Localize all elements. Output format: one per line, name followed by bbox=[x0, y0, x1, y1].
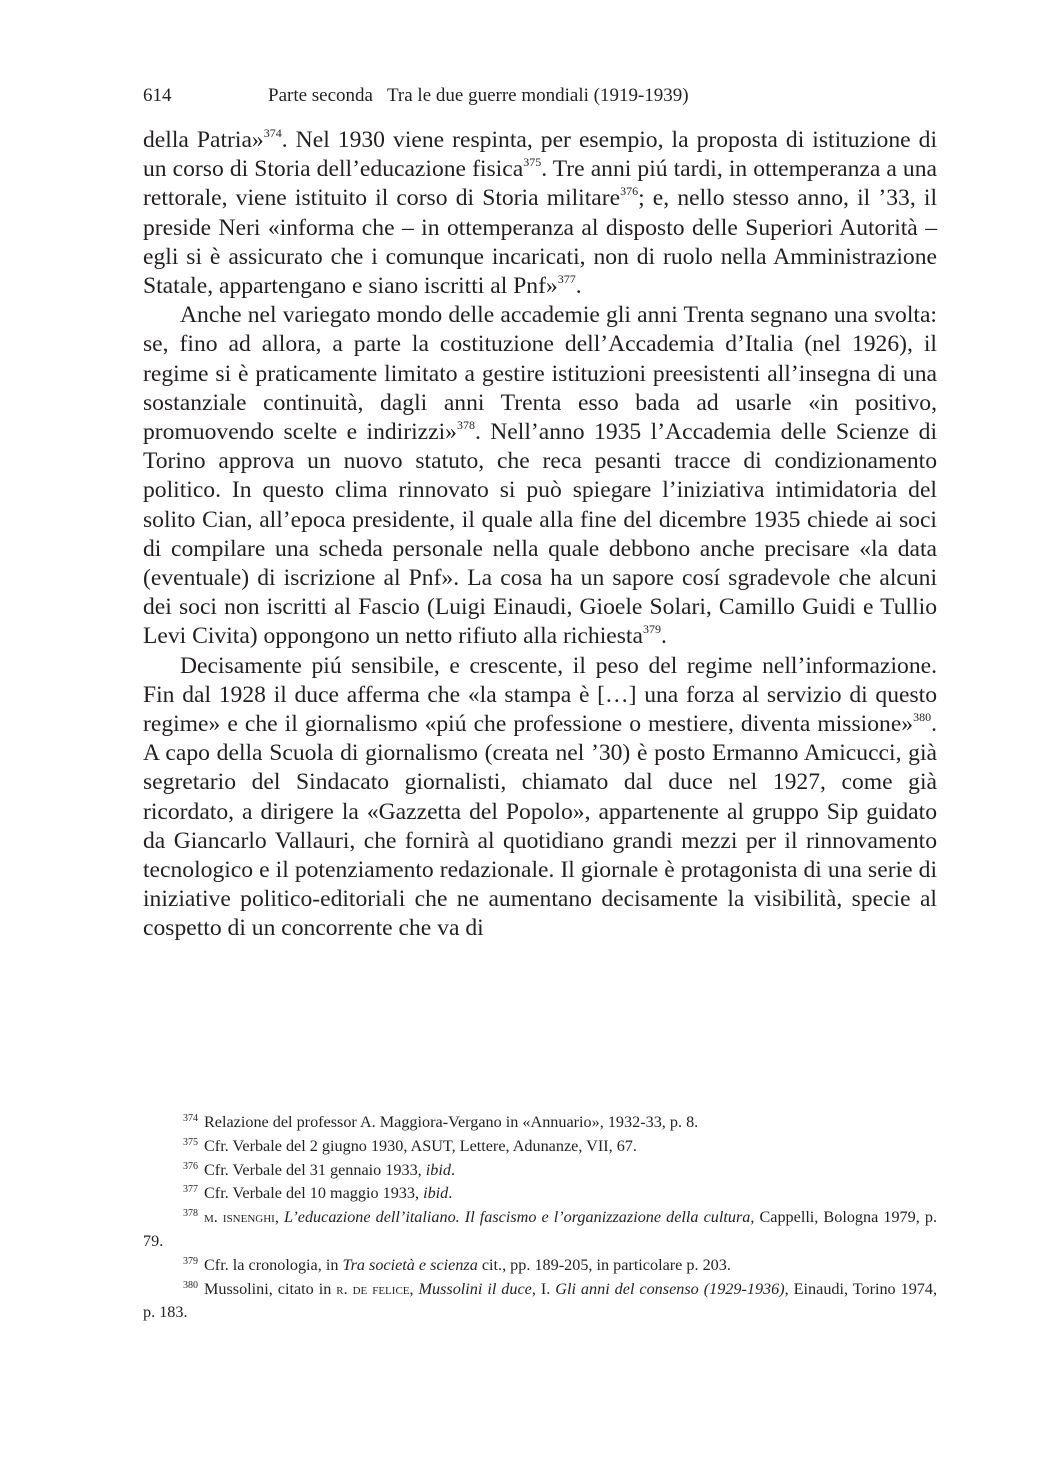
text-run: Anche nel variegato mondo delle accademie gli anni Trenta segnano una svolta: se, fino ad allora, a parte la costituzione dell’Accademia d’Italia (nel 1926), il regime si è praticamente limitato a gestire istituzioni preesistenti all’insegna di una sostanziale continuità, dagli anni Trenta esso bada ad usarle «in positivo, promuovendo scelte e indirizzi» bbox=[143, 302, 937, 446]
footnote-text: Relazione del professor A. Maggiora-Vergano in «Annuario», 1932-33, p. 8. bbox=[204, 1113, 699, 1131]
footnote-italic: ibid bbox=[423, 1184, 449, 1203]
paragraph-1 bbox=[143, 126, 937, 301]
main-text bbox=[143, 126, 937, 944]
footnotes bbox=[143, 1111, 937, 1325]
footnote-379 bbox=[143, 1254, 937, 1278]
footnote-text: Cfr. Verbale del 10 maggio 1933, bbox=[204, 1184, 424, 1203]
footnote-italic: L’educazione dell’italiano. Il fascismo e l’organizzazione della cultura bbox=[283, 1208, 751, 1227]
part-title: Parte seconda bbox=[268, 85, 373, 106]
footnote-text: Cfr. la cronologia, in bbox=[204, 1255, 343, 1274]
footnote-text: , bbox=[274, 1208, 284, 1227]
paragraph-2 bbox=[143, 301, 937, 651]
footnote-number: 380 bbox=[183, 1279, 198, 1291]
footnote-text: Mussolini, citato in bbox=[204, 1279, 337, 1298]
footnote-377 bbox=[143, 1182, 937, 1206]
footnote-italic: Mussolini il duce bbox=[418, 1279, 532, 1298]
footnote-italic: Tra società e scienza bbox=[342, 1255, 478, 1274]
text-run: ; e, nello stesso anno, il ’33, il preside Neri «informa che – in ottemperanza al disposto delle Superiori Autorità – egli si è assicurato che i comunque incaricati, non di ruolo nella Amministrazione Statale, appartengano e siano iscritti al Pnf» bbox=[143, 185, 937, 300]
text-run: Decisamente piú sensibile, e crescente, il peso del regime nell’informazione. Fin dal 1928 il duce afferma che «la stampa è […] una forza al servizio di questo regime» e che il giornalismo «piú che professione o mestiere, diventa missione» bbox=[143, 652, 937, 738]
footnote-author: r. de felice bbox=[336, 1279, 410, 1298]
footnote-378 bbox=[143, 1206, 937, 1254]
footnote-ref: 380 bbox=[913, 710, 932, 725]
footnote-italic: Gli anni del consenso (1929-1936) bbox=[555, 1279, 785, 1298]
footnote-text: . bbox=[450, 1160, 456, 1179]
footnote-text: , I. bbox=[531, 1279, 556, 1298]
page-number: 614 bbox=[143, 85, 172, 106]
footnote-text: , Einaudi, Torino 1974, p. 183. bbox=[143, 1279, 938, 1322]
text-run: . A capo della Scuola di giornalismo (creata nel ’30) è posto Ermanno Amicucci, già segretario del Sindacato giornalisti, chiamato dal duce nel 1927, come già ricordato, a dirigere la «Gazzetta del Popolo», appartenente al gruppo Sip guidato da Giancarlo Vallauri, che fornirà al quotidiano grandi mezzi per il rinnovamento tecnologico e il potenziamento redazionale. Il giornale è protagonista di una serie di iniziative politico-editoriali che ne aumentano decisamente la visibilità, specie al cospetto di un concorrente che va di bbox=[143, 711, 937, 942]
footnote-text: , bbox=[409, 1279, 419, 1298]
footnote-ref: 377 bbox=[557, 272, 576, 287]
footnote-ref: 378 bbox=[456, 418, 475, 433]
footnote-375 bbox=[143, 1135, 937, 1159]
footnote-380 bbox=[143, 1278, 937, 1326]
footnote-ref: 375 bbox=[523, 155, 542, 170]
footnote-text: . bbox=[448, 1184, 453, 1203]
footnote-text: Cfr. Verbale del 31 gennaio 1933, bbox=[204, 1160, 426, 1179]
footnote-number: 374 bbox=[183, 1113, 198, 1124]
footnote-ref: 374 bbox=[263, 126, 282, 140]
footnote-376 bbox=[143, 1159, 937, 1183]
footnote-374 bbox=[143, 1111, 937, 1135]
footnote-italic: ibid bbox=[425, 1160, 451, 1179]
running-head bbox=[143, 84, 943, 108]
footnote-number: 375 bbox=[183, 1136, 198, 1148]
footnote-text: Cfr. Verbale del 2 giugno 1930, ASUT, Lettere, Adunanze, VII, 67. bbox=[204, 1136, 637, 1155]
footnote-text: , Cappelli, Bologna 1979, p. 79. bbox=[143, 1208, 937, 1250]
footnote-text: cit., pp. 189-205, in particolare p. 203. bbox=[477, 1255, 731, 1274]
footnote-number: 377 bbox=[183, 1184, 198, 1196]
footnote-author: m. isnenghi bbox=[204, 1208, 275, 1227]
text-run: . Nell’anno 1935 l’Accademia delle Scienze di Torino approva un nuovo statuto, che reca pesanti tracce di condizionamento politico. In questo clima rinnovato si può spiegare l’iniziativa intimidatoria del solito Cian, all’epoca presidente, il quale alla fine del dicembre 1935 chiede ai soci di compilare una scheda personale nella quale debbono anche precisare «la data (eventuale) di iscrizione al Pnf». La cosa ha un sapore cosí sgradevole che alcuni dei soci non iscritti al Fascio (Luigi Einaudi, Gioele Solari, Camillo Guidi e Tullio Levi Civita) oppongono un netto rifiuto alla richiesta bbox=[143, 419, 938, 650]
footnote-number: 379 bbox=[183, 1255, 198, 1267]
footnote-number: 378 bbox=[183, 1208, 198, 1220]
section-title: Tra le due guerre mondiali (1919-1939) bbox=[386, 85, 689, 106]
text-run: della Patria» bbox=[143, 127, 264, 153]
footnote-number: 376 bbox=[183, 1160, 198, 1172]
paragraph-3 bbox=[143, 652, 937, 944]
footnote-ref: 376 bbox=[620, 184, 639, 199]
text-run: . bbox=[660, 623, 667, 650]
text-run: . Nel 1930 viene respinta, per esempio, la proposta di istituzione di un corso di Storia dell’educazione fisica bbox=[143, 127, 937, 183]
text-run: . bbox=[575, 273, 582, 300]
footnote-ref: 379 bbox=[642, 622, 661, 637]
text-run: . Tre anni piú tardi, in ottemperanza a una rettorale, viene istituito il corso di Storia militare bbox=[143, 156, 937, 212]
